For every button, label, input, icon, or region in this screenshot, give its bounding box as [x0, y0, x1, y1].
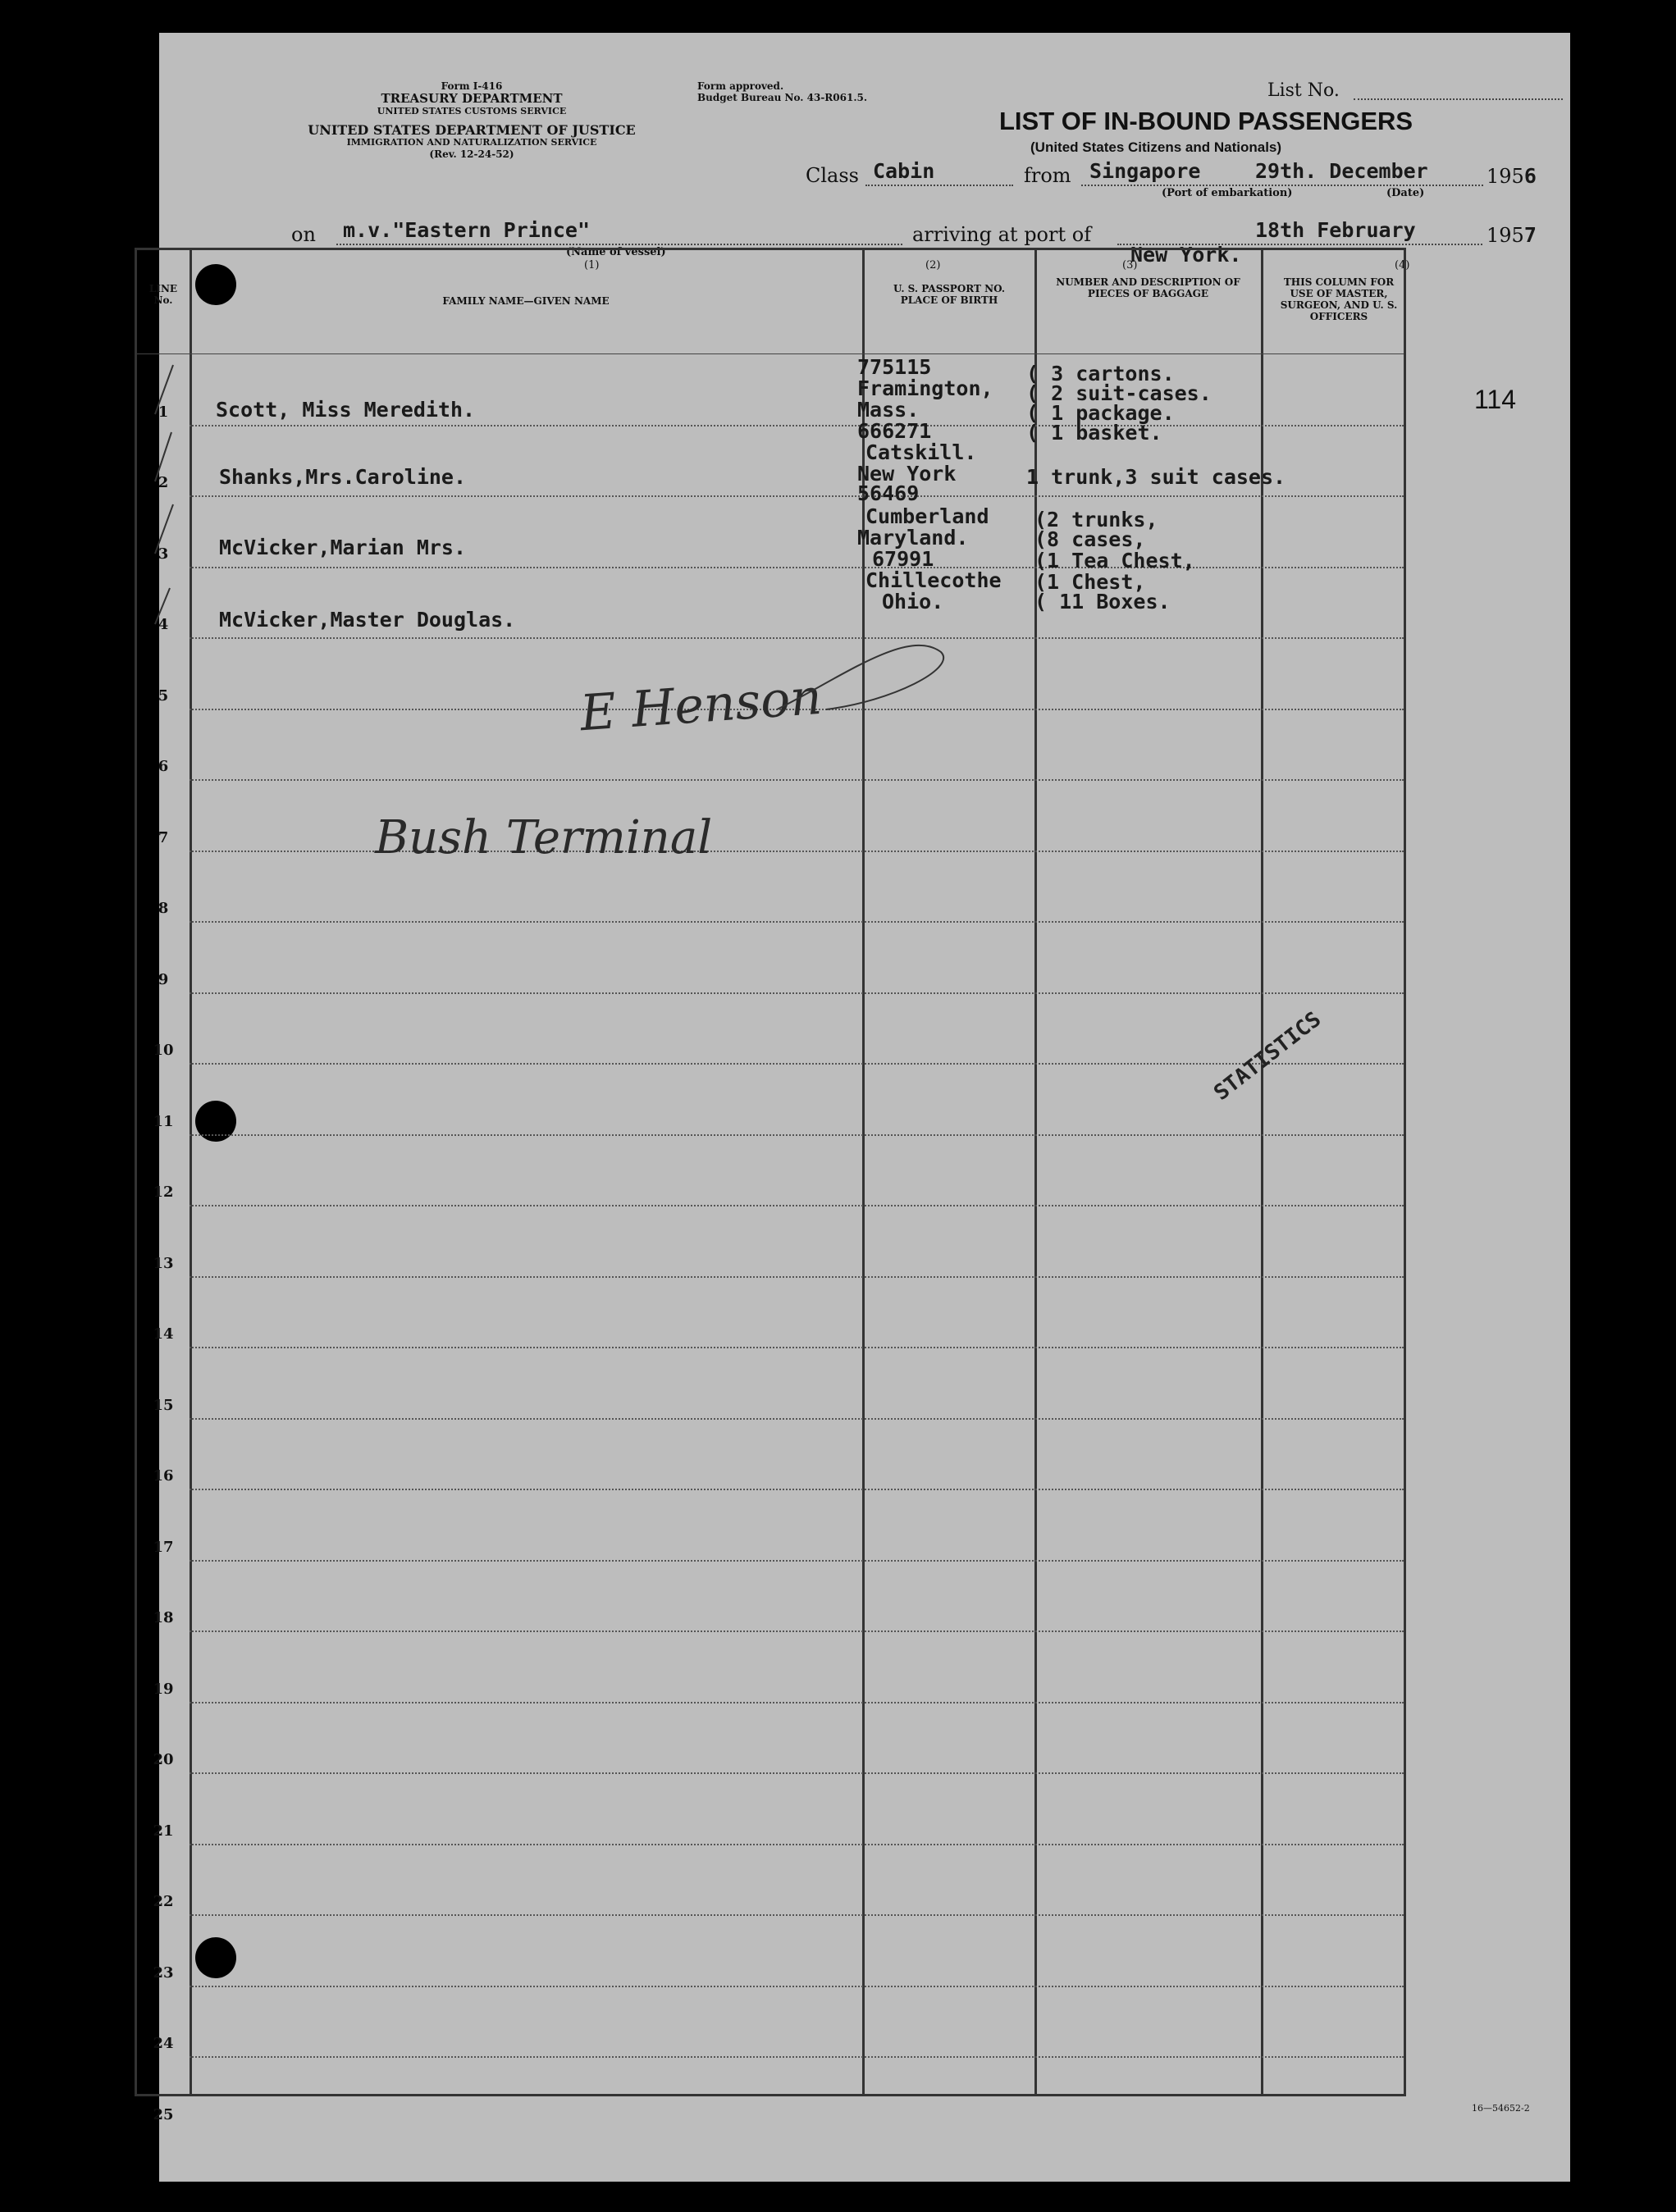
handwritten-terminal: Bush Terminal [375, 811, 713, 864]
row3-passport-2: Maryland. [857, 526, 969, 550]
line-number: 20 [153, 1751, 174, 1768]
row1-baggage-3: ( 1 basket. [1026, 421, 1162, 445]
row-rule [190, 495, 1404, 497]
customs-service: UNITED STATES CUSTOMS SERVICE [377, 106, 567, 116]
line-number: 13 [153, 1254, 174, 1272]
row4-name: McVicker,Master Douglas. [219, 608, 516, 632]
signature-flourish [744, 611, 957, 742]
tick-row-4 [155, 588, 170, 624]
row1-baggage-1: ( 2 suit-cases. [1026, 381, 1212, 405]
row-rule [190, 1418, 1404, 1420]
list-no-line [1354, 98, 1563, 100]
row1-passport-2: Mass. [857, 398, 920, 422]
line-number: 9 [158, 970, 169, 988]
ins-service: IMMIGRATION AND NATURALIZATION SERVICE [346, 137, 597, 148]
row-rule [190, 1986, 1404, 1987]
header-left [279, 80, 664, 161]
date-caption: (Date) [1386, 187, 1425, 199]
row-rule [190, 567, 1404, 568]
line-number: 10 [153, 1042, 174, 1059]
line-number: 8 [158, 900, 169, 917]
row3-name: McVicker,Marian Mrs. [219, 536, 467, 559]
embark-year [1486, 164, 1537, 188]
col-head-baggage: NUMBER AND DESCRIPTION OF PIECES OF BAGGAGE [1056, 276, 1240, 299]
vessel-name: m.v."Eastern Prince" [343, 218, 591, 242]
col-divider-1 [190, 250, 192, 2094]
list-no-label: List No. [1267, 80, 1340, 101]
line-number: 6 [158, 758, 169, 775]
line-number: 23 [153, 1963, 174, 1982]
embark-year-prefix: 195 [1486, 165, 1524, 188]
form-subtitle: (United States Citizens and Nationals) [1030, 139, 1282, 155]
row-rule [190, 1630, 1404, 1632]
row3-passport-0: 56469 [857, 481, 920, 505]
line-number: 24 [153, 2035, 174, 2052]
tick-row-1 [155, 365, 173, 414]
row-rule [190, 1914, 1404, 1916]
vessel-line [336, 244, 902, 245]
on-label: on [291, 223, 316, 246]
form-number: Form I-416 [441, 80, 503, 92]
row4-passport-0: 67991 [872, 547, 934, 571]
line-number: 14 [153, 1325, 174, 1343]
row-rule [190, 1489, 1404, 1490]
line-number: 7 [158, 828, 169, 846]
class-value: Cabin [873, 159, 935, 183]
line-number: 22 [153, 1893, 174, 1910]
line-number: 18 [153, 1609, 174, 1626]
row4-passport-1: Chillecothe [865, 568, 1002, 592]
row-rule [190, 1772, 1404, 1774]
col-divider-4 [1261, 250, 1263, 2094]
row2-baggage-0: 1 trunk,3 suit cases. [1026, 465, 1286, 489]
row-rule [190, 1347, 1404, 1348]
arriving-label: arriving at port of [912, 223, 1092, 246]
form-revision: (Rev. 12-24-52) [429, 148, 514, 160]
row-rule [190, 921, 1404, 923]
approval-note: Form approved. [697, 80, 784, 92]
line-number: 2 [158, 474, 169, 491]
col-head-officers: THIS COLUMN FOR USE OF MASTER, SURGEON, AND U. S. OFFICERS [1280, 276, 1398, 322]
col-head-name: FAMILY NAME—GIVEN NAME [442, 295, 610, 307]
row1-baggage-0: ( 3 cartons. [1026, 362, 1175, 385]
col-num-4: (4) [1395, 259, 1410, 271]
row-rule [190, 779, 1404, 781]
line-number: 1 [158, 403, 169, 421]
budget-bureau-no: Budget Bureau No. 43-R061.5. [697, 92, 868, 103]
row4-baggage-2: ( 11 Boxes. [1034, 590, 1171, 613]
form-title: LIST OF IN-BOUND PASSENGERS [999, 107, 1413, 135]
row-rule [190, 2056, 1404, 2058]
row1-officer-note: 114 [1474, 385, 1517, 414]
col-num-1: (1) [584, 259, 600, 271]
justice-dept: UNITED STATES DEPARTMENT OF JUSTICE [308, 122, 636, 138]
col-head-passport: U. S. PASSPORT NO. PLACE OF BIRTH [893, 283, 1006, 306]
row1-passport-1: Framington, [857, 376, 993, 400]
line-number: 25 [153, 2105, 174, 2123]
col-num-2: (2) [925, 259, 941, 271]
line-number: 12 [153, 1184, 174, 1201]
statistics-stamp: STATISTICS [1209, 1006, 1327, 1106]
tick-row-2 [155, 432, 171, 481]
line-number: 3 [158, 545, 169, 563]
row-rule [190, 1205, 1404, 1206]
col-num-3: (3) [1122, 259, 1138, 271]
from-label: from [1024, 164, 1071, 187]
class-line [865, 185, 1013, 186]
row-rule [190, 425, 1404, 426]
row2-passport-2: New York [857, 462, 957, 486]
row-rule [190, 992, 1404, 994]
row2-passport-0: 666271 [857, 419, 932, 443]
line-number: 5 [158, 686, 169, 705]
embark-year-digit: 6 [1523, 164, 1537, 188]
row-rule [190, 1276, 1404, 1278]
line-number: 15 [153, 1396, 174, 1414]
line-number: 21 [153, 1822, 174, 1840]
row3-baggage-1: (8 cases, [1034, 527, 1146, 551]
line-number: 4 [158, 616, 169, 633]
footer-code: 16—54652-2 [1472, 2103, 1530, 2114]
port-of-embarkation: Singapore [1089, 159, 1201, 183]
embarkation-date: 29th. December [1255, 159, 1428, 183]
port-caption: (Port of embarkation) [1162, 187, 1293, 199]
col-head-line-no: LINE No. [148, 283, 178, 306]
arrival-year-digit: 7 [1523, 223, 1537, 247]
row-rule [190, 1063, 1404, 1065]
header-mid [697, 80, 867, 103]
arrival-port: New York. [1130, 243, 1242, 267]
arrival-year-prefix: 195 [1486, 224, 1524, 247]
arrival-line [1117, 244, 1482, 245]
row3-baggage-0: (2 trunks, [1034, 508, 1158, 531]
row-rule [190, 1560, 1404, 1562]
handwritten-signature: E Henson [578, 668, 824, 743]
row1-baggage-2: ( 1 package. [1026, 401, 1175, 425]
vessel-caption: (Name of vessel) [566, 246, 666, 258]
line-number: 19 [153, 1680, 174, 1698]
row-rule [190, 1134, 1404, 1136]
row4-baggage-0: (1 Tea Chest, [1034, 549, 1195, 572]
row-rule [190, 1702, 1404, 1703]
row1-passport-0: 775115 [857, 355, 932, 379]
tick-row-3 [155, 504, 173, 554]
class-label: Class [806, 164, 859, 187]
arrival-year [1486, 223, 1537, 247]
header-bottom-rule [137, 353, 1404, 354]
row4-passport-2: Ohio. [882, 590, 944, 613]
row-rule [190, 851, 1404, 852]
row2-name: Shanks,Mrs.Caroline. [219, 465, 467, 489]
row4-baggage-1: (1 Chest, [1034, 570, 1146, 594]
treasury-dept: TREASURY DEPARTMENT [381, 91, 563, 106]
line-number: 17 [153, 1538, 174, 1556]
row1-name: Scott, Miss Meredith. [216, 398, 476, 422]
row3-passport-1: Cumberland [865, 504, 989, 528]
tick-marks [137, 250, 190, 644]
row2-passport-1: Catskill. [865, 440, 977, 464]
from-line [1081, 185, 1483, 186]
line-number: 16 [153, 1467, 174, 1485]
arrival-date: 18th February [1255, 218, 1416, 242]
line-number: 11 [153, 1112, 174, 1130]
row-rule [190, 1844, 1404, 1845]
